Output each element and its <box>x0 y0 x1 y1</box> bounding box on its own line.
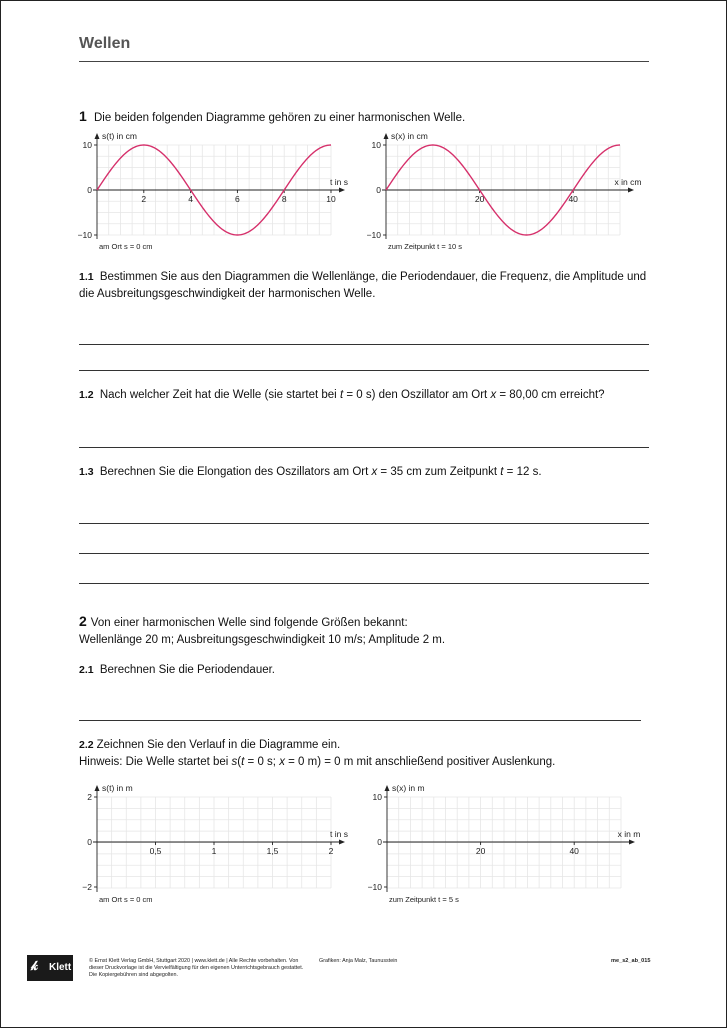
y-tick-label: −10 <box>77 230 92 240</box>
y-tick-label: −2 <box>82 882 92 892</box>
task-1-2-number: 1.2 <box>79 389 94 401</box>
y-tick-label: 0 <box>87 185 92 195</box>
hint-text: = 0 m) = 0 m mit anschließend positiver Auslenkung. <box>284 756 556 768</box>
y-tick-label: 0 <box>87 837 92 847</box>
x-tick-label: 0,5 <box>149 846 162 856</box>
answer-line[interactable] <box>79 344 649 345</box>
task-1-2-text-c: = 80,00 cm erreicht? <box>496 389 605 401</box>
y-tick-label: −10 <box>367 882 382 892</box>
var-t: t <box>339 389 344 401</box>
chart-caption: zum Zeitpunkt t = 10 s <box>388 242 462 251</box>
task-1-heading <box>79 108 659 127</box>
chart-grid <box>387 797 621 888</box>
var-t: t <box>500 466 504 478</box>
title-divider <box>79 61 649 62</box>
y-axis-arrow-icon <box>95 785 100 791</box>
task-1-3-text-a: Berechnen Sie die Elongation des Oszillators am Ort <box>99 466 372 478</box>
y-tick-label: 0 <box>376 185 381 195</box>
task-2-1 <box>79 662 659 679</box>
task-1-3-text-c: = 12 s. <box>503 466 542 478</box>
x-tick-label: 40 <box>568 194 578 204</box>
y-axis-label: s(t) in m <box>102 783 133 793</box>
chart-4-sx-empty[interactable] <box>353 777 653 909</box>
x-tick-label: 1,5 <box>266 846 279 856</box>
y-tick-label: 2 <box>87 792 92 802</box>
chart-1-st <box>61 127 361 255</box>
task-2-2-hint <box>79 754 679 771</box>
var-t: t <box>241 756 245 768</box>
page-title: Wellen <box>79 35 131 52</box>
x-axis-label: t in s <box>330 829 348 839</box>
task-2-text-line-1: Von einer harmonischen Welle sind folgende Größen bekannt: <box>90 617 408 629</box>
y-axis-arrow-icon <box>384 133 389 139</box>
klett-logo-mark-icon: 𝓀 <box>31 959 38 974</box>
var-x: x <box>279 756 285 768</box>
task-1-3-number: 1.3 <box>79 466 94 478</box>
task-1-2 <box>79 387 659 404</box>
footer-copyright: © Ernst Klett Verlag GmbH, Stuttgart 2020 | www.klett.de | Alle Rechte vorbehalten. Von dieser Druckvorlage ist die Vervielfältigung für den eigenen Unterrichtsgebrauch gestattet. Die Kopiergebühren sind abgegolten. <box>89 958 304 979</box>
x-tick-label: 8 <box>281 194 287 204</box>
task-2-2 <box>79 737 679 771</box>
chart-caption: am Ort s = 0 cm <box>99 242 153 251</box>
var-x: x <box>490 389 497 401</box>
x-axis-arrow-icon <box>628 188 634 193</box>
task-1-number: 1 <box>79 108 87 124</box>
y-tick-label: 10 <box>371 140 381 150</box>
chart-caption: zum Zeitpunkt t = 5 s <box>389 895 459 904</box>
x-tick-label: 20 <box>475 846 486 856</box>
task-1-2-text-a: Nach welcher Zeit hat die Welle (sie startet bei <box>99 389 340 401</box>
x-axis-label: x in m <box>617 829 641 839</box>
klett-logo-text: Klett <box>49 962 72 973</box>
x-axis-arrow-icon <box>339 840 345 845</box>
y-axis-arrow-icon <box>95 133 100 139</box>
x-tick-label: 6 <box>235 194 240 204</box>
task-1-text: Die beiden folgenden Diagramme gehören zu einer harmonischen Welle. <box>94 112 466 124</box>
task-2-text-line-2: Wellenlänge 20 m; Ausbreitungsgeschwindigkeit 10 m/s; Amplitude 2 m. <box>79 634 446 646</box>
task-2-2-text: Zeichnen Sie den Verlauf in die Diagramme ein. <box>96 739 341 751</box>
y-axis-label: s(t) in cm <box>102 131 137 141</box>
task-1-2-text-b: = 0 s) den Oszillator am Ort <box>343 389 491 401</box>
task-1-3 <box>79 464 659 481</box>
var-x: x <box>371 466 378 478</box>
answer-line[interactable] <box>79 523 649 524</box>
x-tick-label: 2 <box>141 194 147 204</box>
x-tick-label: 4 <box>188 194 193 204</box>
footer-code: me_s2_ab_015 <box>611 958 651 964</box>
hint-text: = 0 s; <box>244 756 280 768</box>
task-2-heading <box>79 613 659 649</box>
y-tick-label: 10 <box>82 140 92 150</box>
y-tick-label: −10 <box>366 230 381 240</box>
task-1-1 <box>79 269 654 303</box>
x-axis-label: x in cm <box>614 177 642 187</box>
footer-credit: Grafiken: Anja Malz, Taunusstein <box>319 958 398 964</box>
chart-3-st-empty[interactable] <box>61 777 361 909</box>
task-1-1-number: 1.1 <box>79 271 94 283</box>
y-tick-label: 10 <box>372 792 382 802</box>
task-2-1-text: Berechnen Sie die Periodendauer. <box>99 664 275 676</box>
answer-line[interactable] <box>79 553 649 554</box>
task-1-1-text: Bestimmen Sie aus den Diagrammen die Wellenlänge, die Periodendauer, die Frequenz, die Amplitude und die Ausbreitungsgeschwindigkeit der harmonischen Welle. <box>79 271 647 300</box>
answer-line[interactable] <box>79 583 649 584</box>
answer-line[interactable] <box>79 720 641 721</box>
x-axis-label: t in s <box>330 177 348 187</box>
klett-logo <box>27 955 73 981</box>
var-s: s <box>231 756 238 768</box>
chart-2-sx <box>356 127 656 255</box>
y-axis-arrow-icon <box>385 785 390 791</box>
x-tick-label: 20 <box>474 194 485 204</box>
task-2-2-number: 2.2 <box>79 739 94 751</box>
y-axis-label: s(x) in cm <box>391 131 428 141</box>
chart-caption: am Ort s = 0 cm <box>99 895 153 904</box>
task-1-3-text-b: = 35 cm zum Zeitpunkt <box>377 466 501 478</box>
answer-line[interactable] <box>79 447 649 448</box>
y-tick-label: 0 <box>377 837 382 847</box>
x-axis-arrow-icon <box>629 840 635 845</box>
hint-text: Hinweis: Die Welle startet bei <box>79 756 232 768</box>
y-axis-label: s(x) in m <box>392 783 425 793</box>
hint-text: ( <box>237 756 242 768</box>
x-tick-label: 40 <box>569 846 579 856</box>
task-2-1-number: 2.1 <box>79 664 94 676</box>
x-tick-label: 10 <box>326 194 336 204</box>
x-tick-label: 1 <box>211 846 217 856</box>
answer-line[interactable] <box>79 370 649 371</box>
x-axis-arrow-icon <box>339 188 345 193</box>
x-tick-label: 2 <box>328 846 334 856</box>
task-2-number: 2 <box>79 613 87 629</box>
